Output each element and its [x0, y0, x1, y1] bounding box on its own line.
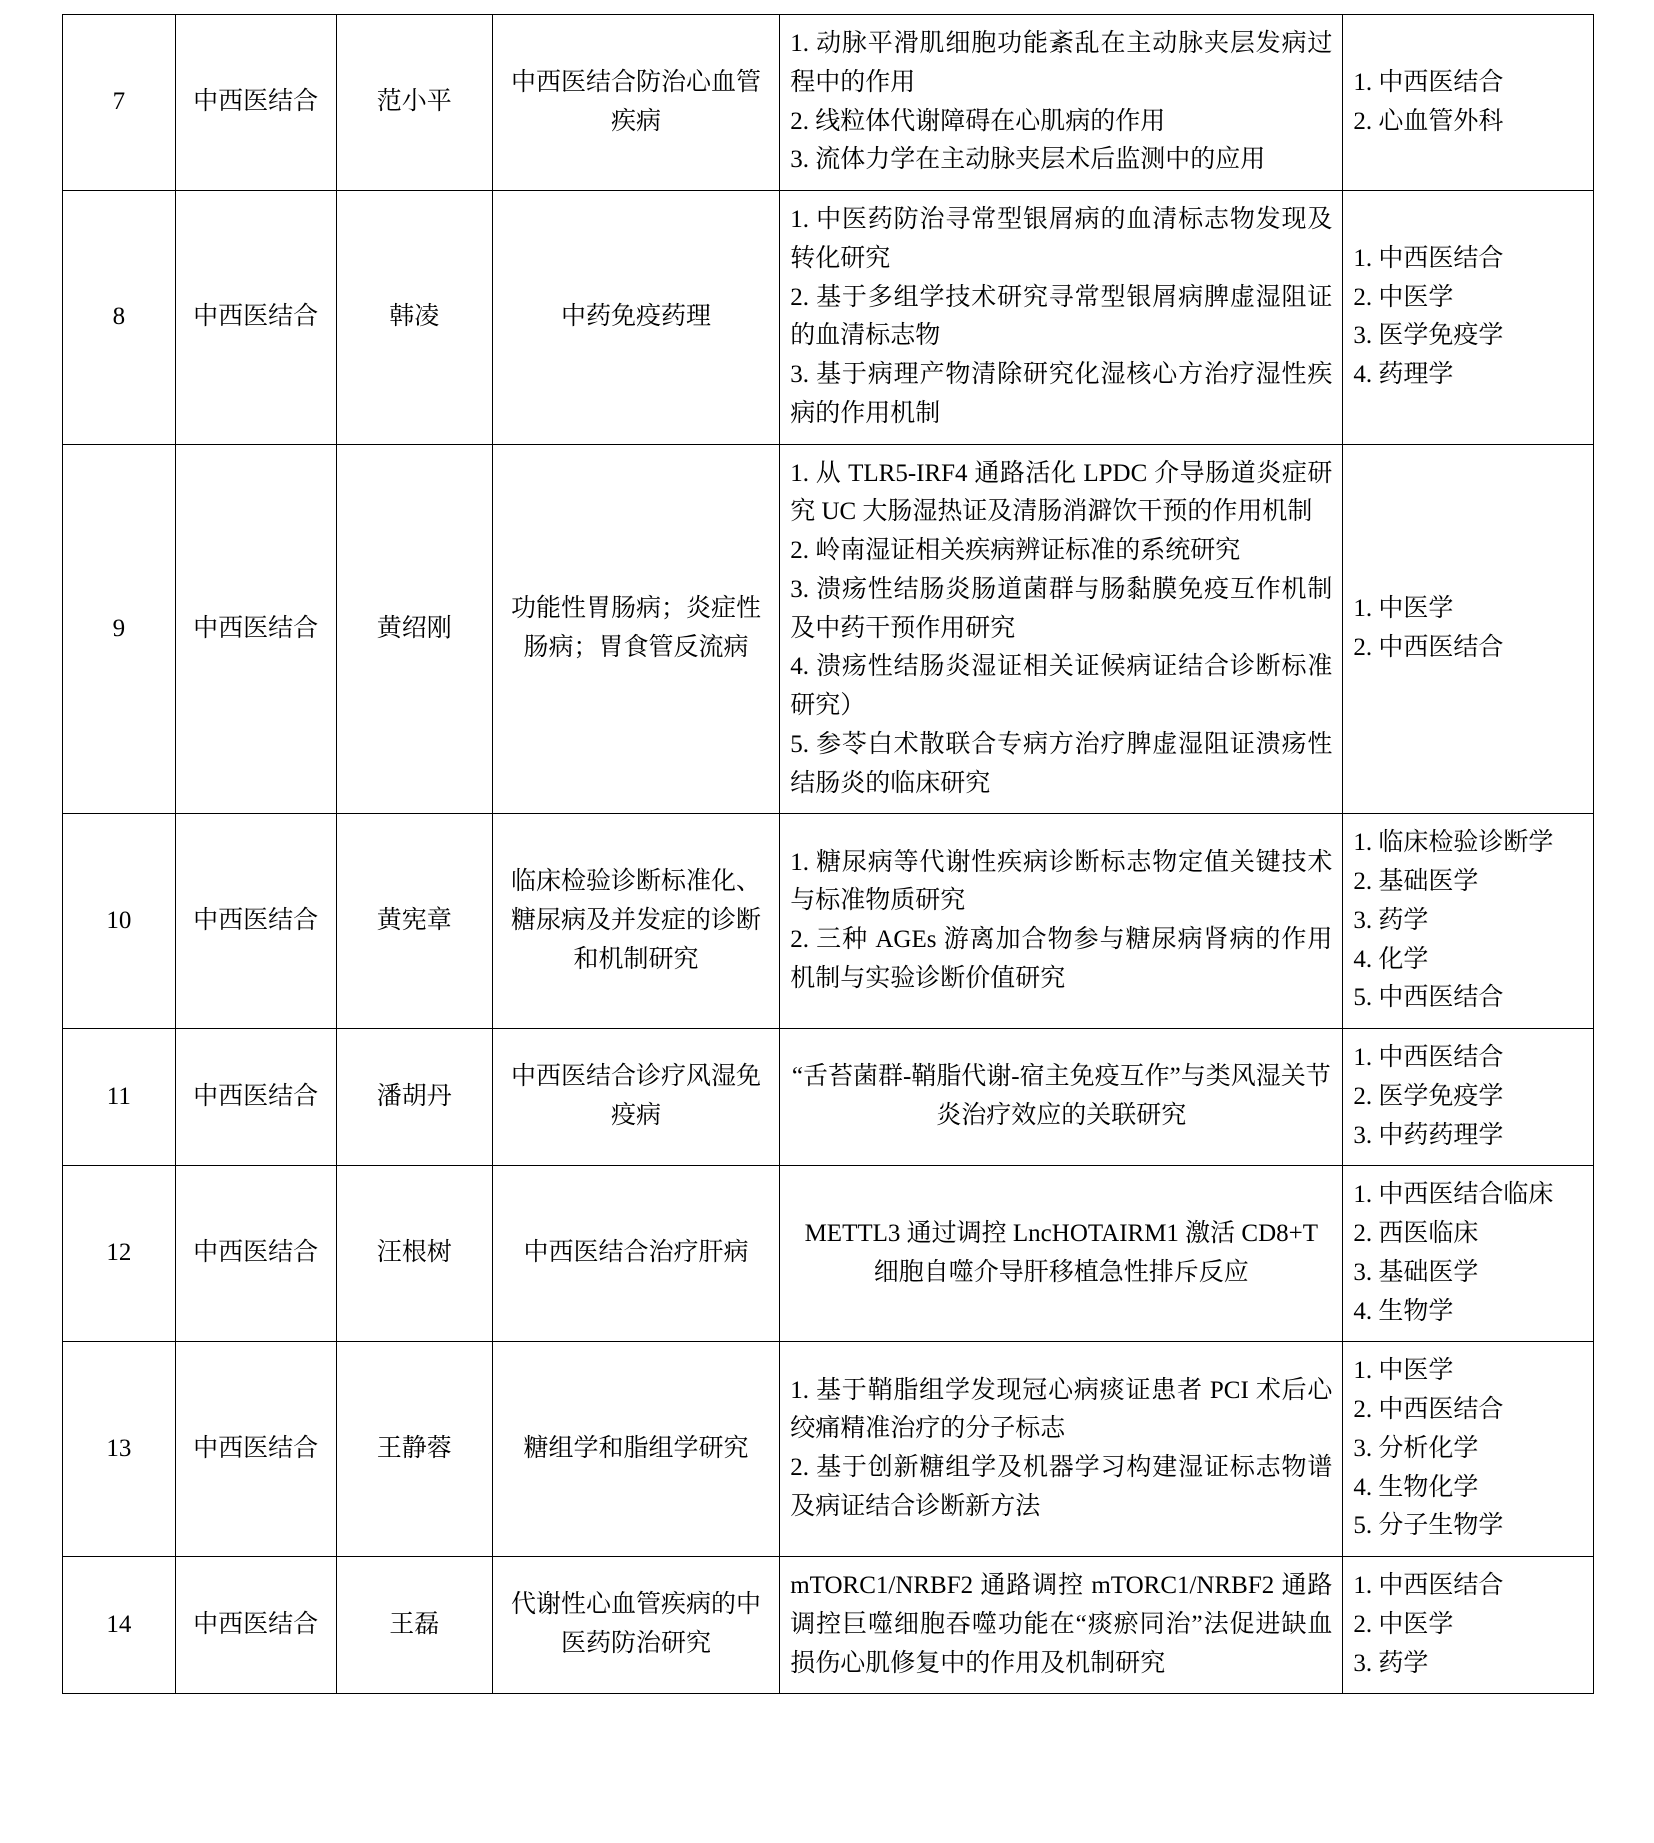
topic-line: METTL3 通过调控 LncHOTAIRM1 激活 CD8+T 细胞自噬介导肝移植急性排斥反应 [804, 1220, 1319, 1286]
topic-line: “舌苔菌群-鞘脂代谢-宿主免疫互作”与类风湿关节炎治疗效应的关联研究 [791, 1063, 1331, 1130]
cell-serial-number: 10 [63, 814, 176, 1029]
cell-discipline: 中西医结合 [175, 814, 336, 1029]
cell-research-field: 中西医结合诊疗风湿免疫病 [492, 1029, 779, 1166]
table-body [63, 15, 1594, 1694]
major-line: 1. 临床检验诊断学 [1353, 829, 1554, 857]
topic-line: 5. 参苓白术散联合专病方治疗脾虚湿阻证溃疡性结肠炎的临床研究 [790, 730, 1333, 797]
topic-line: 2. 三种 AGEs 游离加合物参与糖尿病肾病的作用机制与实验诊断价值研究 [790, 926, 1333, 992]
cell-research-field: 中药免疫药理 [492, 191, 779, 445]
cell-serial-number: 12 [63, 1166, 176, 1342]
topic-line: 2. 岭南湿证相关疾病辨证标准的系统研究 [790, 537, 1241, 564]
topic-line: 1. 从 TLR5-IRF4 通路活化 LPDC 介导肠道炎症研究 UC 大肠湿热证及清肠消澼饮干预的作用机制 [790, 459, 1333, 526]
cell-research-topics [780, 15, 1343, 191]
cell-adviser-name: 范小平 [336, 15, 492, 191]
topic-line: 1. 中医药防治寻常型银屑病的血清标志物发现及转化研究 [790, 206, 1333, 272]
major-line: 2. 中医学 [1353, 283, 1454, 311]
topic-line: mTORC1/NRBF2 通路调控 mTORC1/NRBF2 通路调控巨噬细胞吞噬功能在“痰瘀同治”法促进缺血损伤心肌修复中的作用及机制研究 [790, 1572, 1333, 1677]
major-line: 2. 心血管外科 [1353, 107, 1504, 135]
major-line: 1. 中西医结合临床 [1353, 1181, 1554, 1209]
cell-discipline: 中西医结合 [175, 1557, 336, 1694]
table-row [63, 444, 1594, 814]
cell-research-topics [780, 444, 1343, 814]
cell-discipline: 中西医结合 [175, 1342, 336, 1557]
table-row [63, 814, 1594, 1029]
cell-serial-number: 9 [63, 444, 176, 814]
cell-research-topics [780, 191, 1343, 445]
cell-research-topics [780, 1342, 1343, 1557]
table-row [63, 1342, 1594, 1557]
cell-accepted-majors [1343, 1166, 1594, 1342]
major-line: 3. 中药药理学 [1353, 1121, 1504, 1149]
major-line: 1. 中西医结合 [1353, 1572, 1504, 1599]
cell-serial-number: 11 [63, 1029, 176, 1166]
cell-research-field: 代谢性心血管疾病的中医药防治研究 [492, 1557, 779, 1694]
major-line: 1. 中西医结合 [1353, 68, 1504, 96]
major-line: 2. 中西医结合 [1353, 1396, 1504, 1423]
major-line: 5. 中西医结合 [1353, 984, 1504, 1012]
cell-research-topics [780, 1029, 1343, 1166]
major-line: 2. 医学免疫学 [1353, 1082, 1504, 1110]
major-line: 3. 药学 [1353, 906, 1429, 934]
cell-adviser-name: 王磊 [336, 1557, 492, 1694]
major-line: 4. 药理学 [1353, 361, 1454, 388]
major-line: 3. 分析化学 [1353, 1434, 1479, 1462]
major-line: 3. 医学免疫学 [1353, 322, 1504, 350]
cell-adviser-name: 韩凌 [336, 191, 492, 445]
cell-serial-number: 7 [63, 15, 176, 191]
topic-line: 1. 糖尿病等代谢性疾病诊断标志物定值关键技术与标准物质研究 [790, 848, 1333, 915]
cell-accepted-majors [1343, 15, 1594, 191]
table-row [63, 191, 1594, 445]
topic-line: 1. 基于鞘脂组学发现冠心病痰证患者 PCI 术后心绞痛精准治疗的分子标志 [790, 1376, 1333, 1443]
major-line: 2. 中西医结合 [1353, 633, 1504, 661]
cell-accepted-majors [1343, 444, 1594, 814]
major-line: 4. 生物学 [1353, 1297, 1454, 1325]
cell-adviser-name: 汪根树 [336, 1166, 492, 1342]
cell-research-topics [780, 1166, 1343, 1342]
major-line: 4. 化学 [1353, 945, 1429, 973]
topic-line: 2. 基于创新糖组学及机器学习构建湿证标志物谱及病证结合诊断新方法 [790, 1454, 1333, 1520]
major-line: 3. 药学 [1353, 1649, 1429, 1677]
major-line: 1. 中西医结合 [1353, 1044, 1504, 1071]
cell-discipline: 中西医结合 [175, 1166, 336, 1342]
topic-line: 3. 流体力学在主动脉夹层术后监测中的应用 [790, 146, 1266, 174]
cell-accepted-majors [1343, 814, 1594, 1029]
cell-adviser-name: 黄宪章 [336, 814, 492, 1029]
cell-discipline: 中西医结合 [175, 444, 336, 814]
cell-accepted-majors [1343, 1029, 1594, 1166]
cell-serial-number: 8 [63, 191, 176, 445]
major-line: 2. 西医临床 [1353, 1220, 1479, 1247]
major-line: 2. 中医学 [1353, 1610, 1454, 1638]
topic-line: 1. 动脉平滑肌细胞功能紊乱在主动脉夹层发病过程中的作用 [790, 30, 1333, 96]
major-line: 4. 生物化学 [1353, 1473, 1479, 1501]
topic-line: 2. 线粒体代谢障碍在心肌病的作用 [790, 107, 1166, 135]
topic-line: 3. 基于病理产物清除研究化湿核心方治疗湿性疾病的作用机制 [790, 361, 1333, 427]
major-line: 1. 中西医结合 [1353, 244, 1504, 272]
cell-research-field: 功能性胃肠病；炎症性肠病；胃食管反流病 [492, 444, 779, 814]
cell-serial-number: 13 [63, 1342, 176, 1557]
cell-adviser-name: 王静蓉 [336, 1342, 492, 1557]
cell-accepted-majors [1343, 1342, 1594, 1557]
table-row [63, 1166, 1594, 1342]
cell-accepted-majors [1343, 191, 1594, 445]
cell-discipline: 中西医结合 [175, 15, 336, 191]
cell-research-topics [780, 814, 1343, 1029]
cell-research-field: 中西医结合治疗肝病 [492, 1166, 779, 1342]
major-line: 3. 基础医学 [1353, 1258, 1479, 1286]
cell-research-field: 临床检验诊断标准化、糖尿病及并发症的诊断和机制研究 [492, 814, 779, 1029]
major-line: 2. 基础医学 [1353, 868, 1479, 895]
topic-line: 2. 基于多组学技术研究寻常型银屑病脾虚湿阻证的血清标志物 [790, 283, 1333, 350]
table-row [63, 15, 1594, 191]
cell-discipline: 中西医结合 [175, 191, 336, 445]
adviser-table [62, 14, 1594, 1694]
topic-line: 4. 溃疡性结肠炎湿证相关证候病证结合诊断标准研究） [790, 653, 1333, 719]
major-line: 1. 中医学 [1353, 1357, 1454, 1385]
topic-line: 3. 溃疡性结肠炎肠道菌群与肠黏膜免疫互作机制及中药干预作用研究 [790, 575, 1333, 642]
cell-accepted-majors [1343, 1557, 1594, 1694]
major-line: 1. 中医学 [1353, 595, 1454, 623]
cell-adviser-name: 黄绍刚 [336, 444, 492, 814]
table-row [63, 1029, 1594, 1166]
cell-research-field: 糖组学和脂组学研究 [492, 1342, 779, 1557]
cell-serial-number: 14 [63, 1557, 176, 1694]
cell-research-topics [780, 1557, 1343, 1694]
cell-discipline: 中西医结合 [175, 1029, 336, 1166]
cell-adviser-name: 潘胡丹 [336, 1029, 492, 1166]
table-row [63, 1557, 1594, 1694]
cell-research-field: 中西医结合防治心血管疾病 [492, 15, 779, 191]
major-line: 5. 分子生物学 [1353, 1512, 1504, 1540]
